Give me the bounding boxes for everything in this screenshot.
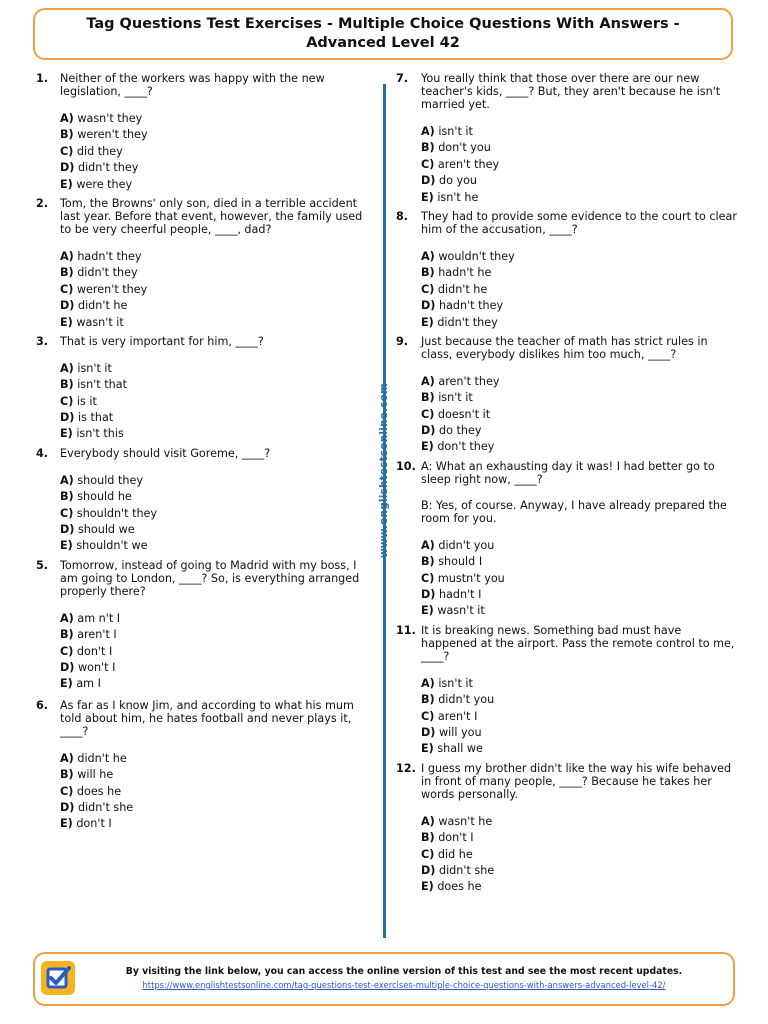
- option-text: don't they: [437, 440, 495, 454]
- answer-option: [421, 157, 739, 173]
- option-letter: E): [60, 427, 73, 441]
- answer-option: [421, 830, 739, 846]
- option-text: hadn't he: [438, 266, 492, 280]
- answer-option: [60, 298, 373, 314]
- option-text: isn't it: [438, 676, 473, 690]
- question-3: [33, 335, 373, 443]
- option-letter: E): [421, 440, 434, 454]
- answer-option: [421, 173, 739, 189]
- option-text: weren't they: [76, 282, 148, 296]
- option-text: aren't I: [77, 628, 117, 642]
- option-letter: D): [421, 174, 436, 188]
- answer-options: [421, 538, 739, 620]
- answer-option: [421, 124, 739, 140]
- footer-box: [33, 952, 735, 1006]
- option-letter: E): [421, 880, 434, 894]
- question-number: 4.: [36, 446, 49, 460]
- option-letter: B): [421, 693, 435, 707]
- option-letter: A): [421, 125, 435, 138]
- question-text: Everybody should visit Goreme, ____?: [60, 446, 271, 460]
- option-letter: C): [421, 407, 435, 421]
- answer-option: [60, 506, 373, 522]
- question-number: 5.: [36, 558, 49, 572]
- question-text: Tomorrow, instead of going to Madrid with my boss, I am going to London, ____? So, is everything arranged properly there?: [60, 558, 360, 598]
- question-number: 8.: [396, 209, 409, 223]
- question-4: [33, 447, 373, 555]
- option-text: should he: [77, 490, 132, 504]
- answer-option: [60, 660, 373, 676]
- answer-option: [60, 111, 373, 127]
- option-text: didn't she: [77, 800, 134, 814]
- option-text: didn't they: [77, 161, 139, 175]
- answer-option: [60, 144, 373, 160]
- question-6: [394, 762, 739, 896]
- answer-option: [60, 410, 373, 426]
- checkbox-check-icon: [41, 961, 75, 995]
- answer-option: [60, 676, 373, 692]
- option-letter: C): [60, 282, 74, 296]
- option-letter: A): [60, 112, 74, 125]
- option-text: shall we: [437, 742, 483, 756]
- option-text: didn't he: [77, 751, 127, 765]
- question-text: They had to provide some evidence to the court to clear him of the accusation, ____?: [421, 209, 737, 236]
- answer-option: [421, 692, 739, 708]
- answer-option: [421, 282, 739, 298]
- option-letter: C): [421, 571, 435, 585]
- question-1: [394, 72, 739, 206]
- answer-option: [60, 473, 373, 489]
- question-text: It is breaking news. Something bad must have happened at the airport. Pass the remote control to me, ____?: [421, 623, 735, 663]
- answer-option: [60, 394, 373, 410]
- option-text: shouldn't we: [76, 539, 148, 553]
- option-letter: A): [421, 814, 435, 828]
- option-letter: E): [60, 315, 73, 329]
- option-text: weren't they: [77, 128, 148, 142]
- answer-option: [421, 298, 739, 314]
- answer-options: [60, 751, 373, 833]
- answer-option: [421, 571, 739, 587]
- option-letter: A): [60, 249, 74, 263]
- answer-option: [421, 863, 739, 879]
- option-letter: C): [60, 394, 74, 408]
- option-text: didn't they: [77, 266, 138, 280]
- option-text: isn't it: [77, 361, 112, 375]
- option-text: should we: [77, 523, 135, 537]
- question-number: 2.: [36, 196, 49, 210]
- answer-option: [60, 538, 373, 554]
- answer-options: [421, 374, 739, 456]
- question-number: 3.: [36, 334, 49, 348]
- answer-option: [60, 767, 373, 783]
- option-letter: B): [60, 628, 74, 642]
- question-5: [394, 624, 739, 758]
- option-letter: C): [60, 784, 74, 798]
- option-letter: E): [60, 817, 73, 831]
- option-text: didn't you: [438, 693, 495, 707]
- option-text: is that: [77, 411, 114, 425]
- option-letter: B): [60, 490, 74, 504]
- option-text: do they: [438, 424, 482, 438]
- question-1: [33, 72, 373, 193]
- option-letter: B): [421, 831, 435, 845]
- option-text: didn't you: [438, 538, 495, 552]
- answer-option: [60, 361, 373, 377]
- option-letter: A): [60, 361, 74, 375]
- option-text: will you: [438, 725, 482, 739]
- answer-option: [60, 249, 373, 265]
- option-text: did he: [437, 847, 473, 861]
- option-text: hadn't they: [438, 299, 504, 313]
- question-6: [33, 699, 373, 833]
- answer-option: [60, 177, 373, 193]
- option-text: were they: [76, 177, 133, 191]
- question-text: Neither of the workers was happy with the new legislation, ____?: [60, 72, 325, 98]
- answer-option: [421, 587, 739, 603]
- option-text: didn't they: [437, 315, 498, 329]
- answer-options: [421, 249, 739, 331]
- question-2: [33, 197, 373, 331]
- title-box: [33, 8, 733, 60]
- answer-options: [60, 111, 373, 193]
- option-letter: D): [60, 660, 75, 674]
- answer-option: [421, 190, 739, 206]
- option-letter: A): [421, 374, 435, 388]
- question-text: B: Yes, of course. Anyway, I have already prepared the room for you.: [421, 498, 727, 525]
- option-text: don't you: [438, 141, 491, 155]
- option-text: don't I: [76, 644, 113, 658]
- option-text: mustn't you: [437, 571, 505, 585]
- option-letter: E): [421, 315, 434, 329]
- option-text: isn't he: [437, 190, 479, 204]
- option-letter: A): [60, 611, 74, 625]
- question-2: [394, 210, 739, 331]
- answer-option: [421, 741, 739, 757]
- question-text: I guess my brother didn't like the way his wife behaved in front of many people, ____? Because he takes her words personally.: [421, 761, 732, 801]
- option-text: am I: [76, 677, 101, 691]
- answer-option: [60, 816, 373, 832]
- answer-option: [421, 676, 739, 692]
- answer-option: [60, 522, 373, 538]
- option-letter: A): [421, 249, 435, 263]
- option-text: isn't it: [438, 391, 473, 405]
- answer-option: [421, 814, 739, 830]
- question-number: 7.: [396, 72, 409, 85]
- answer-options: [421, 814, 739, 896]
- right-question-column: [394, 72, 739, 896]
- option-text: isn't it: [438, 125, 473, 138]
- option-letter: B): [60, 266, 74, 280]
- option-text: should they: [77, 473, 143, 487]
- question-number: 1.: [36, 72, 49, 85]
- page-title: [86, 15, 679, 53]
- answer-option: [60, 627, 373, 643]
- option-text: hadn't they: [77, 249, 142, 263]
- option-letter: E): [421, 604, 434, 618]
- left-question-column: [33, 72, 373, 833]
- question-5: [33, 559, 373, 693]
- answer-options: [60, 361, 373, 443]
- answer-option: [421, 879, 739, 895]
- option-text: is it: [76, 394, 97, 408]
- option-letter: B): [421, 391, 435, 405]
- answer-option: [60, 282, 373, 298]
- option-text: wasn't they: [77, 112, 143, 125]
- answer-option: [421, 315, 739, 331]
- title-line-1: Tag Questions Test Exercises - Multiple Choice Questions With Answers -: [86, 16, 680, 32]
- answer-option: [421, 423, 739, 439]
- option-letter: B): [421, 555, 435, 569]
- option-text: isn't this: [76, 427, 124, 441]
- answer-option: [60, 784, 373, 800]
- question-3: [394, 335, 739, 456]
- question-number: 12.: [396, 761, 416, 775]
- question-number: 10.: [396, 459, 416, 473]
- answer-options: [60, 611, 373, 693]
- option-text: wouldn't they: [438, 249, 515, 263]
- question-4: [394, 460, 739, 620]
- question-number: 9.: [396, 334, 409, 348]
- option-letter: E): [421, 742, 434, 756]
- answer-option: [60, 265, 373, 281]
- option-text: hadn't I: [438, 588, 482, 602]
- option-text: aren't they: [437, 157, 500, 171]
- answer-option: [60, 800, 373, 816]
- option-text: do you: [438, 174, 478, 188]
- option-letter: D): [60, 800, 75, 814]
- answer-option: [421, 538, 739, 554]
- option-letter: D): [421, 424, 436, 438]
- option-letter: E): [60, 677, 73, 691]
- option-letter: C): [421, 282, 435, 296]
- option-letter: E): [60, 177, 73, 191]
- answer-option: [60, 160, 373, 176]
- option-letter: E): [60, 539, 73, 553]
- option-text: wasn't it: [437, 604, 485, 618]
- option-letter: C): [421, 157, 435, 171]
- option-text: wasn't he: [438, 814, 493, 828]
- option-text: does he: [76, 784, 122, 798]
- option-text: am n't I: [77, 611, 121, 625]
- option-letter: C): [60, 506, 74, 520]
- answer-option: [60, 644, 373, 660]
- option-letter: B): [60, 128, 74, 142]
- answer-option: [60, 377, 373, 393]
- option-letter: C): [60, 644, 74, 658]
- answer-options: [421, 124, 739, 206]
- answer-option: [421, 249, 739, 265]
- answer-option: [421, 265, 739, 281]
- option-letter: B): [421, 141, 435, 155]
- option-letter: B): [60, 768, 74, 782]
- vertical-site-url: www.englishtestsonline.com: [378, 382, 390, 558]
- answer-option: [421, 709, 739, 725]
- option-text: aren't I: [437, 709, 478, 723]
- answer-option: [421, 725, 739, 741]
- option-text: doesn't it: [437, 407, 491, 421]
- answer-option: [421, 439, 739, 455]
- question-text: Just because the teacher of math has strict rules in class, everybody dislikes him too much, ____?: [421, 334, 708, 361]
- option-letter: B): [421, 266, 435, 280]
- option-letter: C): [421, 709, 435, 723]
- option-text: don't I: [76, 817, 112, 831]
- option-text: did they: [76, 144, 123, 158]
- option-text: didn't she: [438, 863, 495, 877]
- answer-option: [421, 407, 739, 423]
- option-letter: A): [421, 538, 435, 552]
- option-letter: B): [60, 378, 74, 392]
- answer-option: [421, 603, 739, 619]
- footer-link[interactable]: https://www.englishtestsonline.com/tag-questions-test-exercises-multiple-choice-questions-with-answers-advanced-level-42/: [142, 980, 666, 990]
- footer-note: By visiting the link below, you can access the online version of this test and see the most recent updates.: [125, 966, 683, 977]
- option-text: aren't they: [438, 374, 500, 388]
- option-text: should I: [438, 555, 483, 569]
- option-letter: D): [60, 523, 75, 537]
- question-text: You really think that those over there are our new teacher's kids, ____? But, they aren't because he isn't married yet.: [421, 72, 721, 111]
- question-text: That is very important for him, ____?: [60, 334, 264, 348]
- option-letter: C): [421, 847, 435, 861]
- option-letter: D): [421, 863, 436, 877]
- option-text: didn't he: [77, 299, 128, 313]
- option-letter: A): [421, 676, 435, 690]
- option-letter: D): [421, 299, 436, 313]
- option-letter: D): [421, 725, 436, 739]
- option-text: wasn't it: [76, 315, 124, 329]
- option-letter: D): [60, 411, 75, 425]
- option-letter: D): [60, 161, 75, 175]
- answer-option: [421, 374, 739, 390]
- answer-option: [421, 140, 739, 156]
- answer-option: [60, 489, 373, 505]
- answer-options: [60, 249, 373, 331]
- answer-options: [60, 473, 373, 555]
- answer-option: [60, 315, 373, 331]
- option-text: shouldn't they: [76, 506, 158, 520]
- question-text: Tom, the Browns' only son, died in a terrible accident last year. Before that event, however, the family used to be very cheerful people, ____, dad?: [60, 196, 363, 236]
- option-letter: D): [421, 588, 436, 602]
- question-number: 6.: [36, 698, 49, 712]
- answer-option: [60, 751, 373, 767]
- option-letter: A): [60, 473, 74, 487]
- answer-option: [60, 127, 373, 143]
- answer-option: [60, 611, 373, 627]
- option-text: don't I: [438, 831, 474, 845]
- option-text: didn't he: [437, 282, 488, 296]
- option-text: won't I: [77, 660, 116, 674]
- option-text: does he: [437, 880, 482, 894]
- title-line-2: Advanced Level 42: [306, 35, 460, 51]
- question-text: A: What an exhausting day it was! I had better go to sleep right now, ____?: [421, 459, 715, 486]
- question-number: 11.: [396, 623, 416, 637]
- option-letter: D): [60, 299, 75, 313]
- question-text: As far as I know Jim, and according to what his mum told about him, he hates football and never plays it, ____?: [60, 698, 354, 738]
- option-letter: A): [60, 751, 74, 765]
- option-text: will he: [77, 768, 114, 782]
- option-text: isn't that: [77, 378, 127, 392]
- answer-options: [421, 676, 739, 758]
- option-letter: C): [60, 144, 74, 158]
- answer-option: [421, 847, 739, 863]
- option-letter: E): [421, 190, 434, 204]
- answer-option: [60, 426, 373, 442]
- answer-option: [421, 554, 739, 570]
- answer-option: [421, 390, 739, 406]
